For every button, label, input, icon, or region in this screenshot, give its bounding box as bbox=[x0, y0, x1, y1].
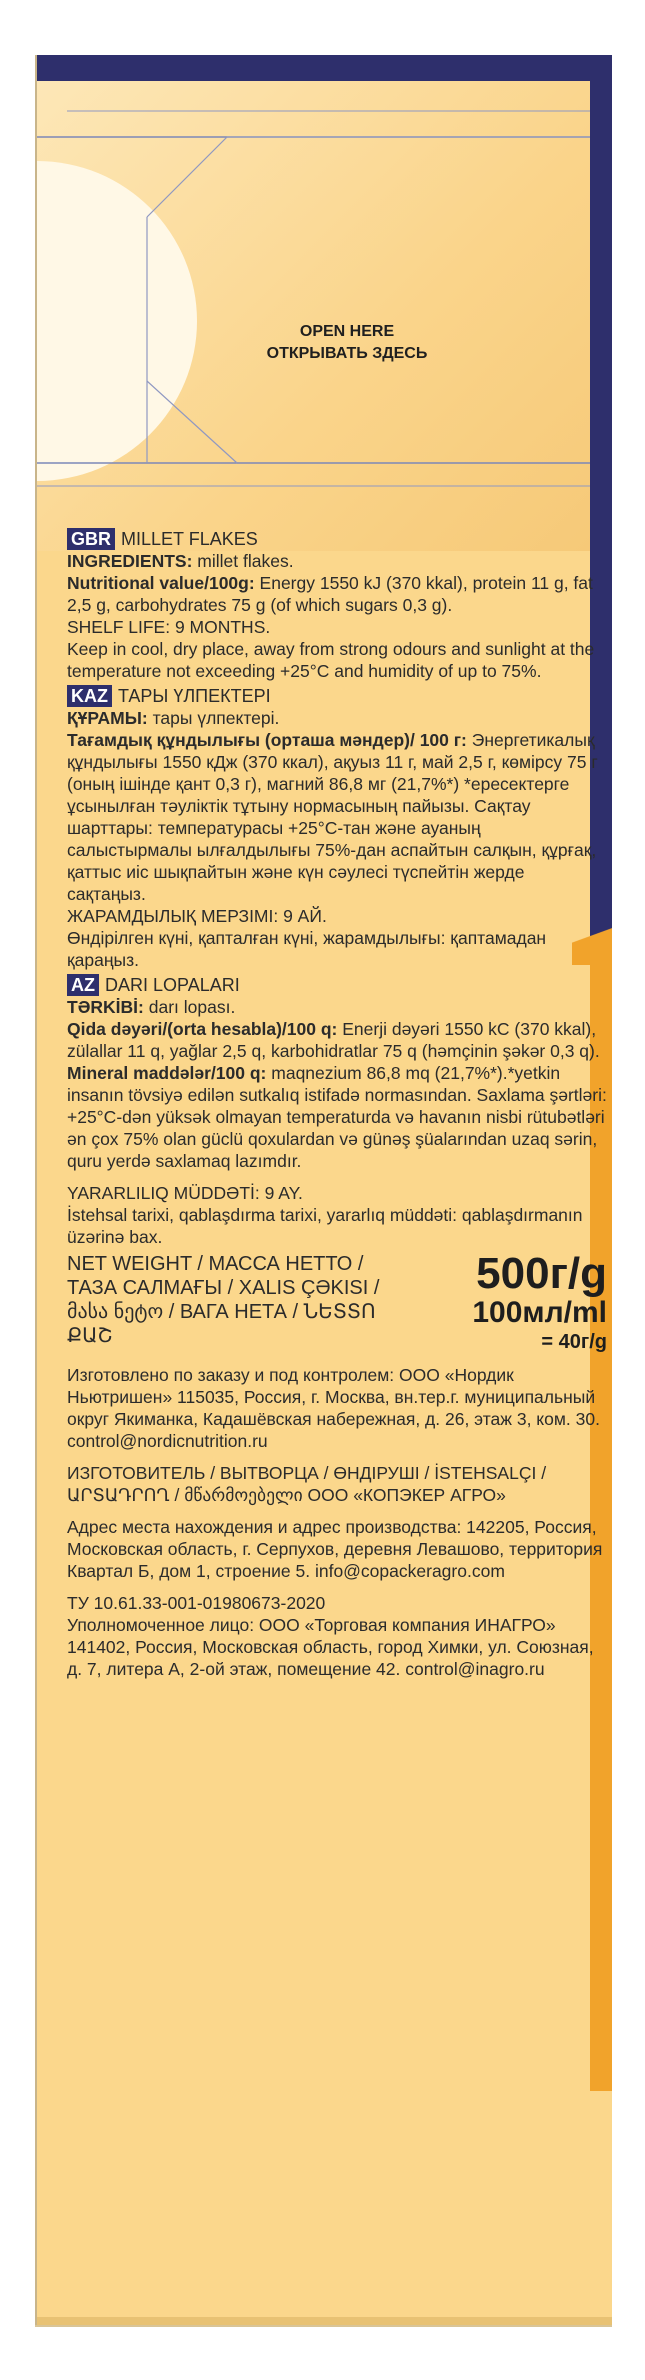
kaz-product-name: ТАРЫ ҮЛПЕКТЕРІ bbox=[118, 686, 271, 706]
gbr-storage: Keep in cool, dry place, away from strong odours and sunlight at the temperature not exceeding +25°C and humidity of up to 75%. bbox=[67, 639, 595, 681]
manufacturer-info: ИЗГОТОВИТЕЛЬ / ВЫТВОРЦА / ӨНДІРУШІ / İSTEHSALÇI / ԱՐՏԱԴՐՈՂ / მწარმოებელი ООО «КОПЭКЕР АГРО» bbox=[67, 1463, 547, 1505]
package-panel bbox=[35, 55, 612, 2325]
kaz-ingredients: ҚҰРАМЫ: тары үлпектері. bbox=[67, 708, 280, 728]
az-dates: İstehsal tarixi, qablaşdırma tarixi, yararlıq müddəti: qablaşdırmanın üzərinə bax. bbox=[67, 1205, 583, 1247]
order-info: Изготовлено по заказу и под контролем: ООО «Нордик Ньютришен» 115035, Россия, г. Москва, вн.тер.г. муниципальный округ Якиманка, Кадашёвская набережная, д. 26, этаж 3, ком. 30. control@nordicnutrition.ru bbox=[67, 1365, 600, 1451]
kaz-shelf-life: ЖАРАМДЫЛЫҚ МЕРЗІМІ: 9 АЙ. bbox=[67, 906, 327, 926]
authorized-person: Уполномоченное лицо: ООО «Торговая компания ИНАГРО» 141402, Россия, Московская область, город Химки, ул. Союзная, д. 7, литера А, 2-ой этаж, помещение 42. control@inagro.ru bbox=[67, 1615, 594, 1679]
gbr-ingredients: INGREDIENTS: millet flakes. bbox=[67, 551, 294, 571]
kaz-nutrition: Тағамдық құндылығы (орташа мәндер)/ 100 г: Энергетикалық құндылығы 1550 кДж (370 ккал), ақуыз 11 г, май 2,5 г, көмірсу 75 г (оның ішінде қант 0,3 г), магний 86,8 мг (21,7%*) *ересектерге ұсынылған тәуліктік тұтыну нормасының пайызы. Сақтау шарттары: температурасы +25°С-тан және ауаның салыстырмалы ылғалдылығы 75%-дан аспайтын салқын, құрғақ, қаттыс иіс шықпайтын және күн сәулесі түспейтін жерде сақтаңыз. bbox=[67, 730, 598, 904]
tear-tab-outline bbox=[37, 81, 590, 551]
gbr-header bbox=[67, 528, 607, 550]
az-product-name: DARI LOPALARI bbox=[105, 975, 240, 995]
az-header bbox=[67, 974, 607, 996]
top-navy-band bbox=[37, 55, 612, 81]
production-address: Адрес места нахождения и адрес производства: 142205, Россия, Московская область, г. Серпухов, деревня Левашово, территория Квартал Б, дом 1, строение 5. info@copackeragro.com bbox=[67, 1517, 603, 1581]
weight-equivalent: = 40г/g bbox=[541, 1331, 607, 1353]
net-weight-block bbox=[67, 1249, 607, 1354]
net-weight-values bbox=[472, 1249, 607, 1354]
weight-value: 500г/g bbox=[476, 1249, 607, 1298]
gbr-nutrition: Nutritional value/100g: Energy 1550 kJ (370 kkal), protein 11 g, fat 2,5 g, carbohydrates 75 g (of which sugars 0,3 g). bbox=[67, 573, 593, 615]
kaz-badge: KAZ bbox=[67, 685, 112, 707]
label-text bbox=[67, 525, 607, 1680]
net-weight-label: NET WEIGHT / МАССА НЕТТО / ТАЗА САЛМАҒЫ / XALIS ÇƏKISI / მასა ნეტო / ВАГА НЕТА / ՆԵՏՏՈ ՔԱՇ bbox=[67, 1253, 380, 1347]
az-shelf-life: YARARLILIQ MÜDDƏTİ: 9 AY. bbox=[67, 1183, 303, 1203]
bottom-edge bbox=[37, 2317, 612, 2325]
az-ingredients: TƏRKİBİ: darı lopası. bbox=[67, 997, 236, 1017]
az-badge: AZ bbox=[67, 974, 99, 996]
gbr-product-name: MILLET FLAKES bbox=[121, 529, 258, 549]
gbr-shelf-life: SHELF LIFE: 9 MONTHS. bbox=[67, 617, 271, 637]
open-tab-area[interactable] bbox=[37, 81, 590, 551]
open-here-label: OPEN HERE ОТКРЫВАТЬ ЗДЕСЬ bbox=[266, 323, 428, 362]
tu-number: ТУ 10.61.33-001-01980673-2020 bbox=[67, 1593, 326, 1613]
kaz-header bbox=[67, 685, 607, 707]
az-nutrition: Qida dəyəri/(orta hesabla)/100 q: Enerji dəyəri 1550 kC (370 kkal), zülallar 11 q, yağlar 2,5 q, karbohidratlar 75 q (həmçinin şəkər 0,3 q). Mineral maddələr/100 q: maqnezium 86,8 mq (21,7%*).*yetkin insanın tövsiyə edilən sutkalıq istifadə normasından. Saxlama şərtləri: +25°C-dən yüksək olmayan temperaturda və havanın nisbi rütubətləri ən çox 75% olan güclü qoxulardan və günəş şüalarından uzaq sərin, quru yerdə saxlamaq lazımdır. bbox=[67, 1019, 607, 1171]
volume-value: 100мл/ml bbox=[472, 1296, 607, 1329]
kaz-dates: Өндірілген күні, қапталған күні, жарамдылығы: қаптамадан қараңыз. bbox=[67, 928, 547, 970]
gbr-badge: GBR bbox=[67, 528, 115, 550]
